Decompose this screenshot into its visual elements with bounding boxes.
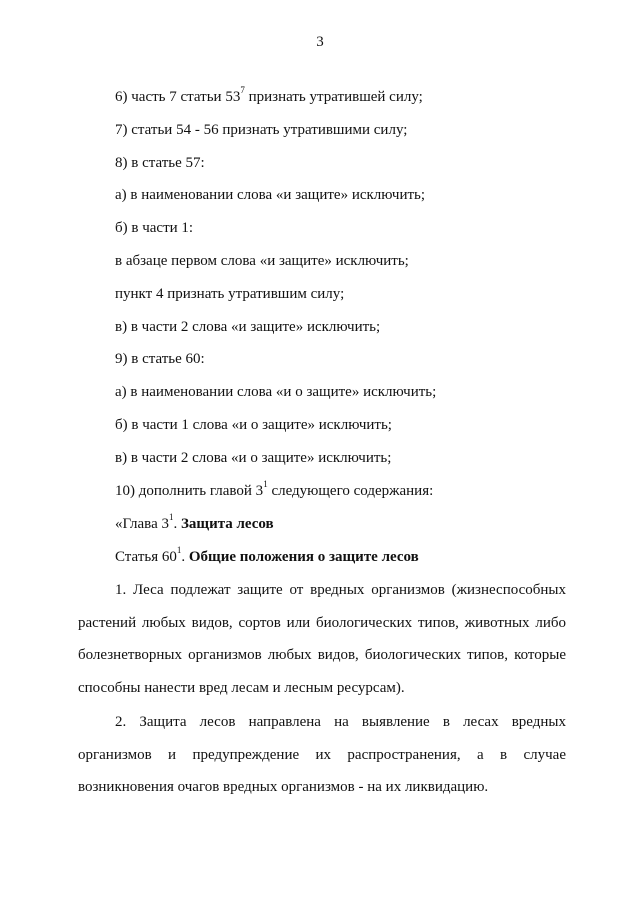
list-item: в) в части 2 слова «и защите» исключить; xyxy=(115,319,381,335)
list-item: 8) в статье 57: xyxy=(115,155,205,171)
list-item: пункт 4 признать утратившим силу; xyxy=(115,286,345,302)
list-item: 10) дополнить главой $3^1$ следующего содержания: xyxy=(115,479,434,499)
list-item: 9) в статье 60: xyxy=(115,351,205,367)
paragraph: 1. Леса подлежат защите от вредных организмов (жизнеспособных растений любых видов, сортов или биологических типов, животных либо болезнетворных организмов любых видов, биологических типов, которые способны нанести вред лесам и лесным ресурсам). xyxy=(78,582,566,696)
list-item: в) в части 2 слова «и о защите» исключить; xyxy=(115,450,392,466)
list-item: в абзаце первом слова «и защите» исключить; xyxy=(115,253,409,269)
list-item: а) в наименовании слова «и о защите» исключить; xyxy=(115,384,437,400)
list-item: б) в части 1: xyxy=(115,220,194,236)
article-heading: Статья $60^1$. Общие положения о защите лесов xyxy=(115,545,419,565)
list-item: б) в части 1 слова «и о защите» исключить; xyxy=(115,417,392,433)
list-item: а) в наименовании слова «и защите» исключить; xyxy=(115,187,426,203)
paragraph: 2. Защита лесов направлена на выявление в лесах вредных организмов и предупреждение их распространения, а в случае возникновения очагов вредных организмов - на их ликвидацию. xyxy=(78,714,566,795)
list-item: 7) статьи 54 - 56 признать утратившими силу; xyxy=(115,122,408,138)
page-number: 3 xyxy=(316,34,324,50)
list-item: 6) часть 7 статьи $53^7$ признать утратившей силу; xyxy=(115,85,423,105)
chapter-heading: «Глава $3^1$. Защита лесов xyxy=(115,512,274,532)
